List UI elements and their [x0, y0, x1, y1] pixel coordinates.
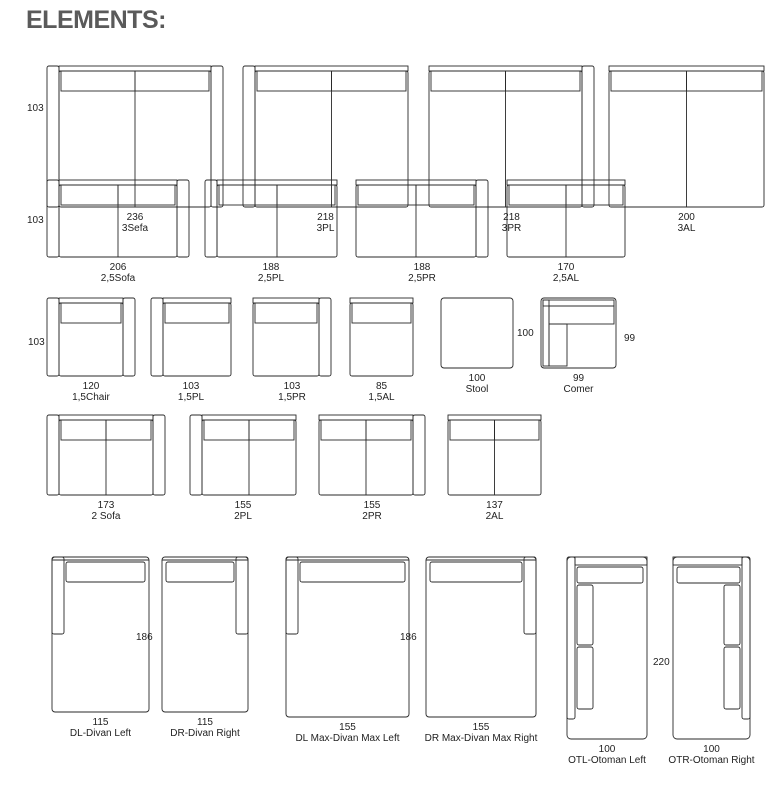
element-width-label: 100 — [468, 373, 486, 384]
divan-back-cushion — [66, 562, 145, 582]
element-depth-label: 220 — [653, 657, 670, 668]
element-width-label: 100 — [598, 744, 616, 755]
element-name-label: 3PR — [501, 223, 522, 234]
backrest — [429, 66, 582, 71]
element-name-label: 2PR — [362, 511, 382, 522]
element-width-label: 170 — [557, 262, 575, 273]
element-depth-label: 186 — [136, 632, 153, 643]
back-cushion — [61, 71, 135, 91]
element-width-label: 155 — [234, 500, 252, 511]
element-name-label: 2AL — [485, 511, 504, 522]
back-cushion — [219, 185, 277, 205]
armrest-right — [177, 180, 189, 257]
backrest — [59, 415, 153, 420]
element-width-label: 218 — [317, 212, 334, 223]
corner-cushion-top — [549, 306, 614, 324]
corner-cushion-left — [549, 324, 567, 366]
backrest — [356, 180, 476, 185]
element-width-label: 115 — [197, 717, 213, 728]
corner-back-left — [543, 300, 549, 366]
backrest — [255, 66, 408, 71]
element-width-label: 99 — [572, 373, 585, 384]
divan-back-cushion — [430, 562, 522, 582]
back-cushion — [687, 71, 763, 91]
element-name-label: 1,5PL — [177, 392, 205, 403]
element-name-label: 3Sefa — [121, 223, 149, 234]
element-name-label: 2 Sofa — [91, 511, 121, 522]
divan-armrest — [286, 557, 298, 634]
armrest-left — [47, 298, 59, 376]
element-name-label: 2,5PL — [257, 273, 285, 284]
seat-base — [59, 303, 123, 376]
element-width-label: 115 — [92, 717, 109, 728]
divan-outline — [52, 557, 149, 712]
element-name-label: DR Max-Divan Max Right — [424, 733, 538, 744]
element-depth-label: 186 — [400, 632, 417, 643]
back-cushion — [257, 71, 332, 91]
backrest — [202, 415, 296, 420]
back-cushion — [61, 420, 106, 440]
armrest-left — [190, 415, 202, 495]
element-width-label: 155 — [363, 500, 381, 511]
element-width-label: 173 — [97, 500, 115, 511]
otoman-side-cushion — [724, 585, 740, 645]
back-cushion — [277, 185, 335, 205]
back-cushion — [106, 420, 151, 440]
otoman-side-back — [567, 557, 575, 719]
back-cushion — [566, 185, 623, 205]
armrest-left — [47, 66, 59, 207]
back-cushion — [431, 71, 506, 91]
armrest-left — [47, 415, 59, 495]
element-name-label: 1,5PR — [278, 392, 306, 403]
backrest — [59, 180, 177, 185]
armrest-right — [153, 415, 165, 495]
otoman-top-back — [575, 557, 647, 565]
divan-armrest — [236, 557, 248, 634]
backrest — [59, 298, 123, 303]
element-width-label: 236 — [126, 212, 144, 223]
back-cushion — [358, 185, 416, 205]
otoman-top-cushion — [677, 567, 740, 583]
back-cushion — [506, 71, 581, 91]
row-height-label: 103 — [28, 337, 45, 348]
backrest — [319, 415, 413, 420]
divan-armrest — [52, 557, 64, 634]
element-width-label: 85 — [375, 381, 388, 392]
divan-outline — [426, 557, 536, 717]
element-name-label: Comer — [563, 384, 594, 395]
otoman-side-cushion — [577, 585, 593, 645]
back-cushion — [450, 420, 495, 440]
backrest — [217, 180, 337, 185]
back-cushion — [352, 303, 411, 323]
armrest-left — [151, 298, 163, 376]
back-cushion — [135, 71, 209, 91]
back-cushion — [255, 303, 317, 323]
backrest — [507, 180, 625, 185]
back-cushion — [611, 71, 687, 91]
divan-outline — [162, 557, 248, 712]
otoman-side-cushion — [724, 647, 740, 709]
row-height-label: 103 — [27, 103, 44, 114]
element-name-label: 2PL — [234, 511, 252, 522]
element-width-label: 218 — [503, 212, 520, 223]
element-name-label: OTR-Otoman Right — [668, 755, 755, 766]
element-name-label: DL-Divan Left — [69, 728, 132, 739]
armrest-right — [582, 66, 594, 207]
armrest-right — [319, 298, 331, 376]
armrest-right — [413, 415, 425, 495]
back-cushion — [204, 420, 249, 440]
element-width-label: 188 — [262, 262, 280, 273]
seat-base — [253, 303, 319, 376]
element-name-label: 1,5Chair — [72, 392, 110, 403]
otoman-outline — [673, 557, 750, 739]
element-width-label: 100 — [703, 744, 720, 755]
armrest-left — [243, 66, 255, 207]
element-width-label: 103 — [182, 381, 200, 392]
armrest-left — [47, 180, 59, 257]
armrest-right — [123, 298, 135, 376]
armrest-right — [476, 180, 488, 257]
divan-back-cushion — [166, 562, 234, 582]
element-width-label: 120 — [82, 381, 100, 392]
element-width-label: 155 — [339, 722, 356, 733]
row-height-label: 103 — [27, 215, 44, 226]
otoman-side-back — [742, 557, 750, 719]
element-name-label: DR-Divan Right — [170, 728, 240, 739]
element-width-label: 155 — [472, 722, 490, 733]
otoman-top-back — [673, 557, 742, 565]
otoman-top-cushion — [577, 567, 643, 583]
back-cushion — [416, 185, 474, 205]
corner-back-top — [543, 300, 614, 306]
back-cushion — [366, 420, 411, 440]
element-width-label: 206 — [109, 262, 127, 273]
seat-base — [163, 303, 231, 376]
element-depth-label: 99 — [624, 333, 636, 344]
backrest — [163, 298, 231, 303]
element-name-label: Stool — [465, 384, 489, 395]
element-name-label: 2,5Sofa — [100, 273, 136, 284]
back-cushion — [61, 303, 121, 323]
backrest — [59, 66, 211, 71]
divan-outline — [286, 557, 409, 717]
divan-back-cushion — [300, 562, 405, 582]
element-name-label: 3AL — [677, 223, 696, 234]
otoman-side-cushion — [577, 647, 593, 709]
back-cushion — [495, 420, 540, 440]
element-name-label: OTL-Otoman Left — [568, 755, 646, 766]
back-cushion — [509, 185, 566, 205]
element-width-label: 200 — [678, 212, 695, 223]
element-name-label: 1,5AL — [368, 392, 395, 403]
backrest — [448, 415, 541, 420]
otoman-outline — [567, 557, 647, 739]
element-name-label: 2,5AL — [552, 273, 580, 284]
element-name-label: 2,5PR — [408, 273, 436, 284]
element-width-label: 137 — [486, 500, 503, 511]
back-cushion — [61, 185, 118, 205]
back-cushion — [249, 420, 294, 440]
back-cushion — [332, 71, 407, 91]
backrest — [350, 298, 413, 303]
page-title: ELEMENTS: — [26, 6, 166, 34]
back-cushion — [321, 420, 366, 440]
corner-outline — [541, 298, 616, 368]
stool-outline — [441, 298, 513, 368]
element-width-label: 103 — [283, 381, 301, 392]
element-width-label: 188 — [413, 262, 431, 273]
element-name-label: DL Max-Divan Max Left — [295, 733, 400, 744]
divan-armrest — [524, 557, 536, 634]
element-depth-label: 100 — [517, 328, 534, 339]
backrest — [609, 66, 764, 71]
backrest — [253, 298, 319, 303]
back-cushion — [165, 303, 229, 323]
element-name-label: 3PL — [316, 223, 335, 234]
seat-base — [350, 303, 413, 376]
back-cushion — [118, 185, 175, 205]
